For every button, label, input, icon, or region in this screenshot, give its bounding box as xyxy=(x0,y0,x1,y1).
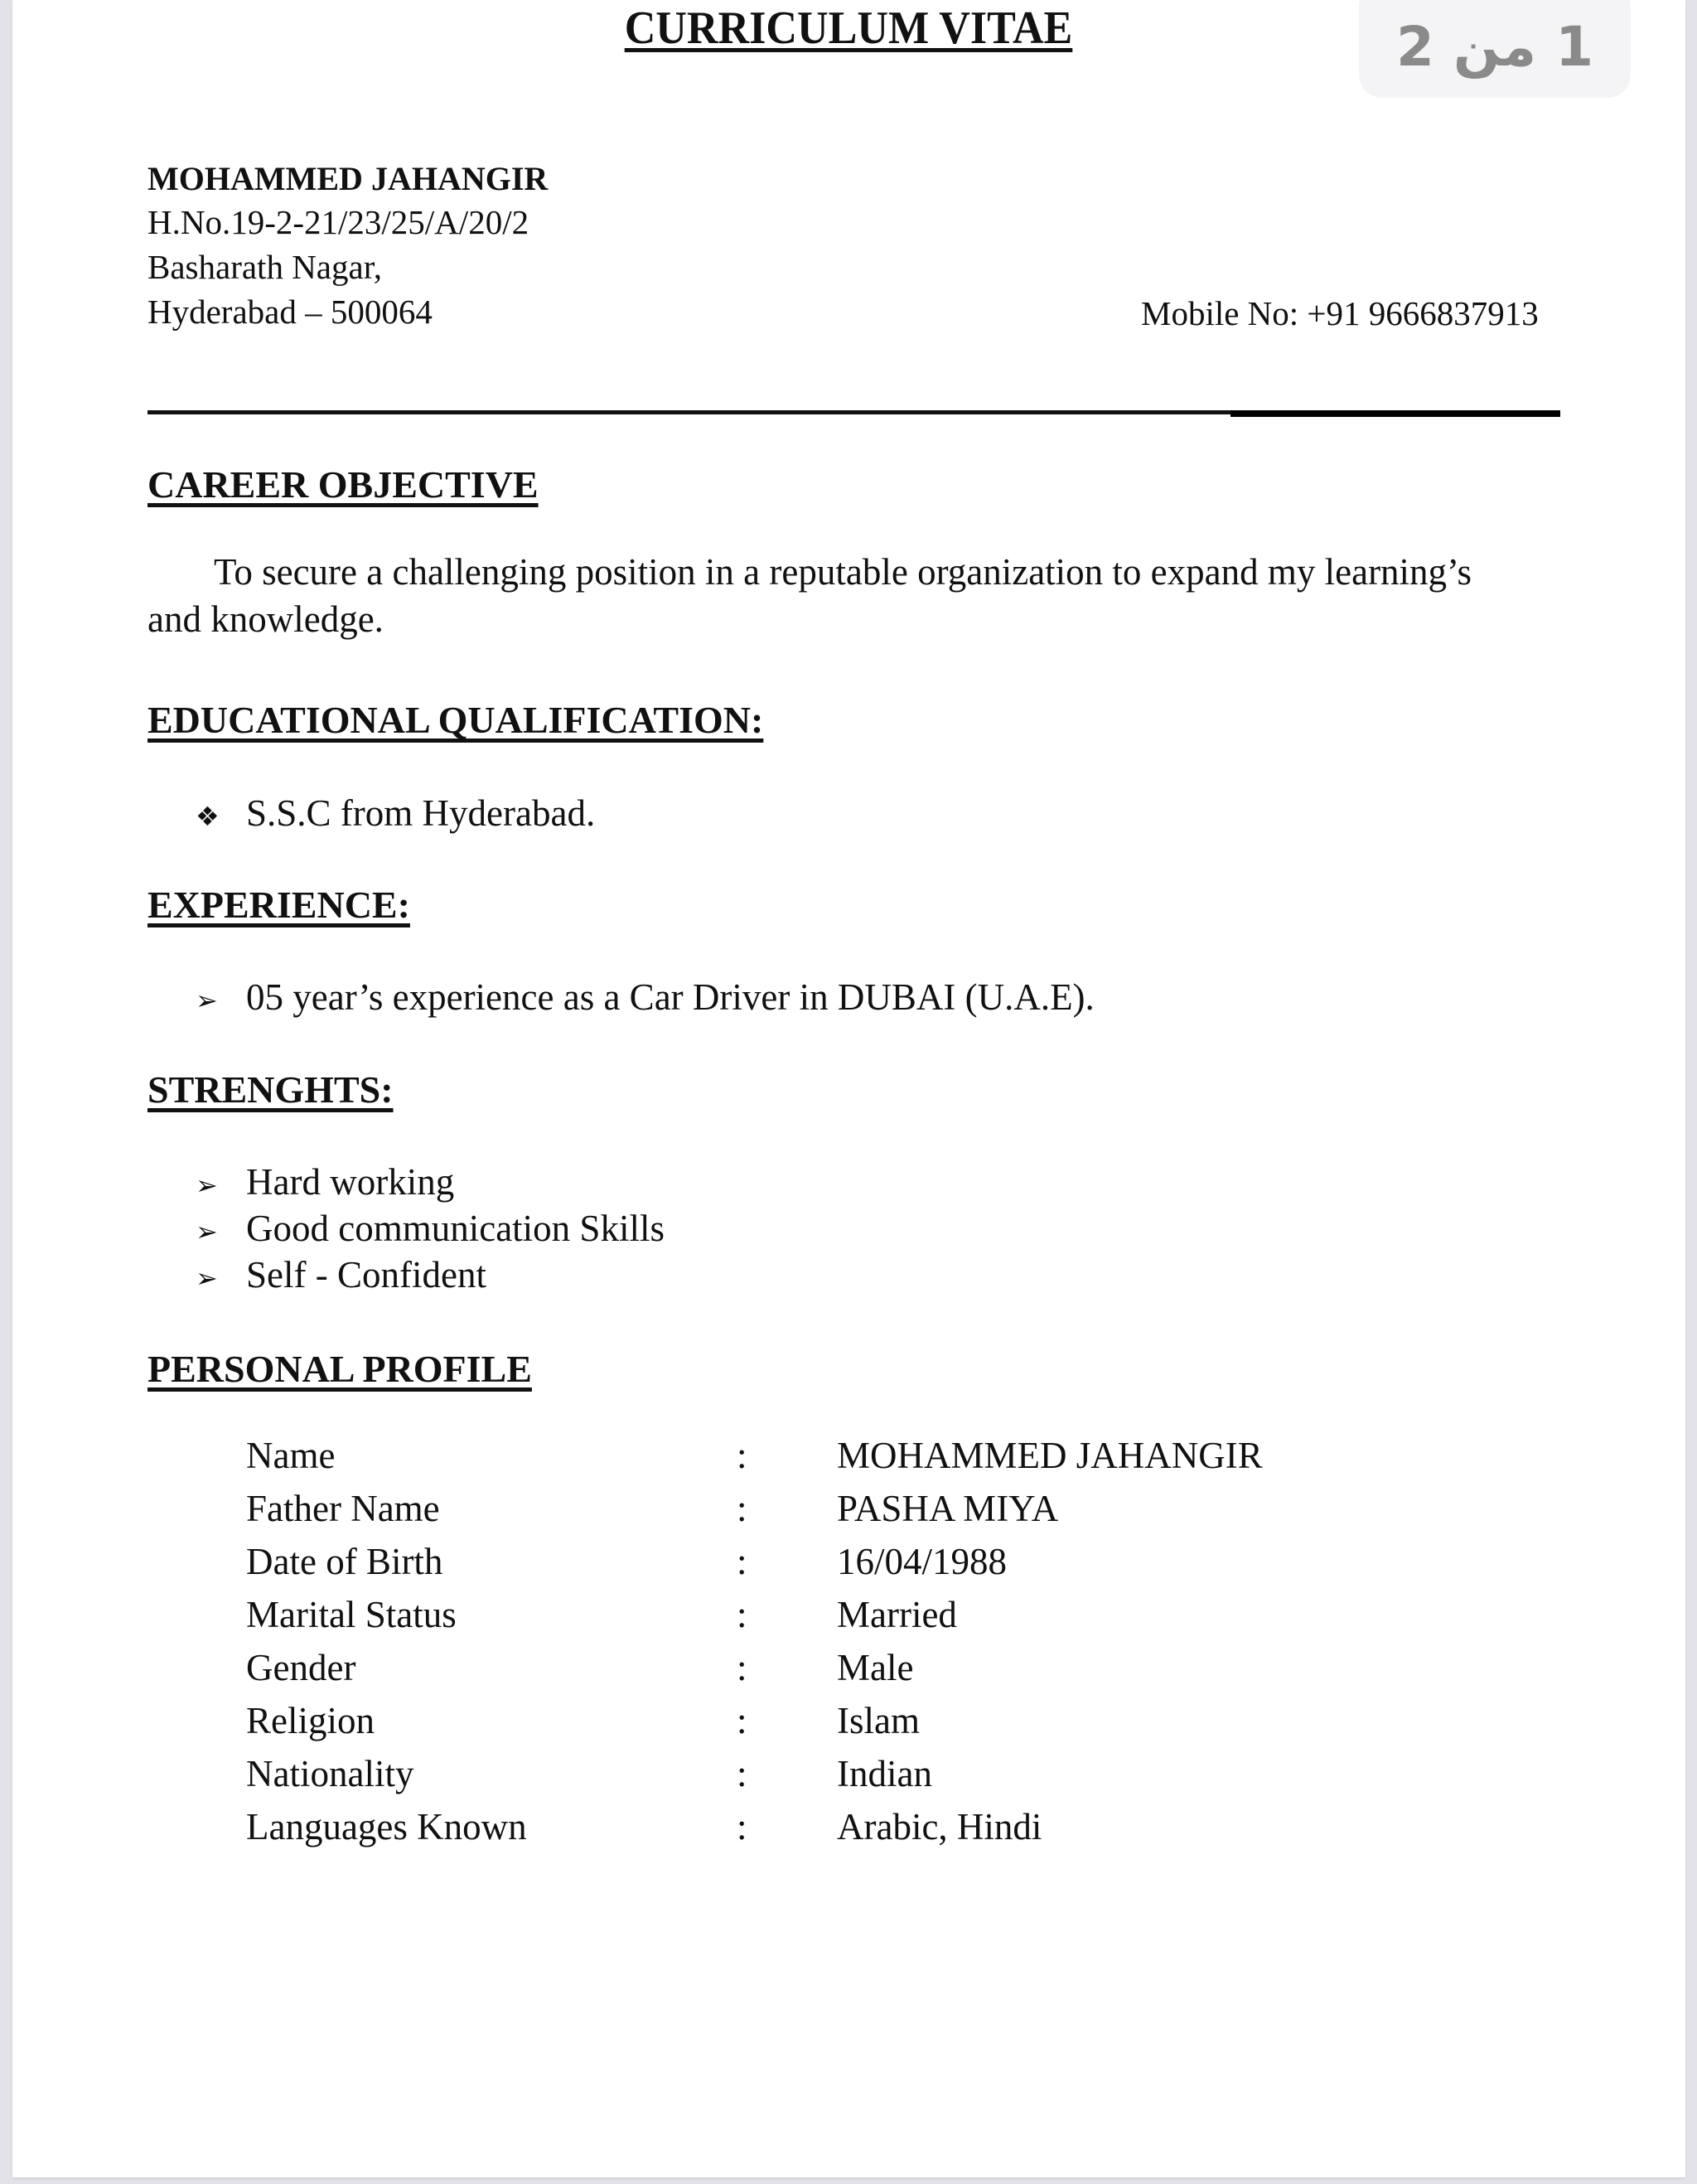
page-indicator-badge: 1 من 2 xyxy=(1359,0,1631,98)
strength-item xyxy=(196,1253,486,1296)
profile-separator: : xyxy=(737,1700,747,1741)
strength-item-text: Self - Confident xyxy=(246,1254,486,1295)
arrowhead-bullet-icon: ➢ xyxy=(196,1216,218,1247)
profile-value: MOHAMMED JAHANGIR xyxy=(837,1435,1263,1476)
address-line-2: Basharath Nagar, xyxy=(147,248,382,286)
profile-value: PASHA MIYA xyxy=(837,1488,1059,1529)
experience-item xyxy=(196,976,1095,1019)
heading-career-objective: CAREER OBJECTIVE xyxy=(147,463,539,506)
profile-separator: : xyxy=(737,1806,747,1847)
profile-row-date-of-birth xyxy=(246,1540,1323,1590)
strength-item xyxy=(196,1160,454,1203)
profile-row-marital-status xyxy=(246,1593,1323,1643)
arrowhead-bullet-icon: ➢ xyxy=(196,1262,218,1294)
profile-separator: : xyxy=(737,1541,747,1582)
profile-row-gender xyxy=(246,1646,1323,1696)
profile-label: Languages Known xyxy=(246,1806,527,1847)
profile-row-languages-known xyxy=(246,1805,1323,1855)
heading-personal-profile: PERSONAL PROFILE xyxy=(147,1348,532,1390)
profile-value: Married xyxy=(837,1594,957,1635)
profile-label: Gender xyxy=(246,1647,356,1688)
four-diamond-bullet-icon: ❖ xyxy=(196,801,220,832)
header-divider-thick-segment xyxy=(1230,410,1560,417)
profile-separator: : xyxy=(737,1753,747,1794)
profile-separator: : xyxy=(737,1594,747,1635)
address-line-1: H.No.19-2-21/23/25/A/20/2 xyxy=(147,203,529,241)
strength-item-text: Good communication Skills xyxy=(246,1208,665,1249)
profile-value: Male xyxy=(837,1647,914,1688)
strength-item-text: Hard working xyxy=(246,1161,455,1203)
profile-separator: : xyxy=(737,1488,747,1529)
document-title-text: CURRICULUM VITAE xyxy=(624,2,1073,54)
arrowhead-bullet-icon: ➢ xyxy=(196,985,218,1016)
mobile-number: Mobile No: +91 9666837913 xyxy=(1141,294,1539,332)
profile-label: Date of Birth xyxy=(246,1541,443,1582)
education-item-text: S.S.C from Hyderabad. xyxy=(246,792,596,834)
profile-row-nationality xyxy=(246,1752,1323,1802)
profile-label: Marital Status xyxy=(246,1594,457,1635)
profile-label: Father Name xyxy=(246,1488,440,1529)
profile-label: Nationality xyxy=(246,1753,414,1794)
strength-item xyxy=(196,1207,665,1250)
profile-separator: : xyxy=(737,1435,747,1476)
document-title xyxy=(60,2,1638,55)
experience-item-text: 05 year’s experience as a Car Driver in DUBAI (U.A.E). xyxy=(246,976,1095,1018)
profile-row-name xyxy=(246,1434,1323,1484)
profile-label: Religion xyxy=(246,1700,375,1741)
profile-value: Indian xyxy=(837,1753,932,1794)
education-item xyxy=(196,792,595,835)
career-objective-text xyxy=(147,549,1523,643)
profile-value: Arabic, Hindi xyxy=(837,1806,1042,1847)
address-line-3: Hyderabad – 500064 xyxy=(147,293,433,331)
applicant-name: MOHAMMED JAHANGIR xyxy=(147,160,549,197)
heading-educational-qualification: EDUCATIONAL QUALIFICATION: xyxy=(147,699,764,741)
profile-row-religion xyxy=(246,1699,1323,1749)
arrowhead-bullet-icon: ➢ xyxy=(196,1169,218,1201)
career-objective-line-2: and knowledge. xyxy=(147,598,384,640)
profile-value: Islam xyxy=(837,1700,920,1741)
heading-experience: EXPERIENCE: xyxy=(147,884,410,926)
header-divider xyxy=(147,410,1230,414)
profile-value: 16/04/1988 xyxy=(837,1541,1008,1582)
career-objective-line-1-text: To secure a challenging position in a reputable organization to expand my learning’s xyxy=(214,551,1472,593)
heading-strengths: STRENGHTS: xyxy=(147,1068,394,1111)
career-objective-line-1 xyxy=(147,549,1523,596)
profile-separator: : xyxy=(737,1647,747,1688)
profile-row-father-name xyxy=(246,1487,1323,1537)
profile-label: Name xyxy=(246,1435,336,1476)
